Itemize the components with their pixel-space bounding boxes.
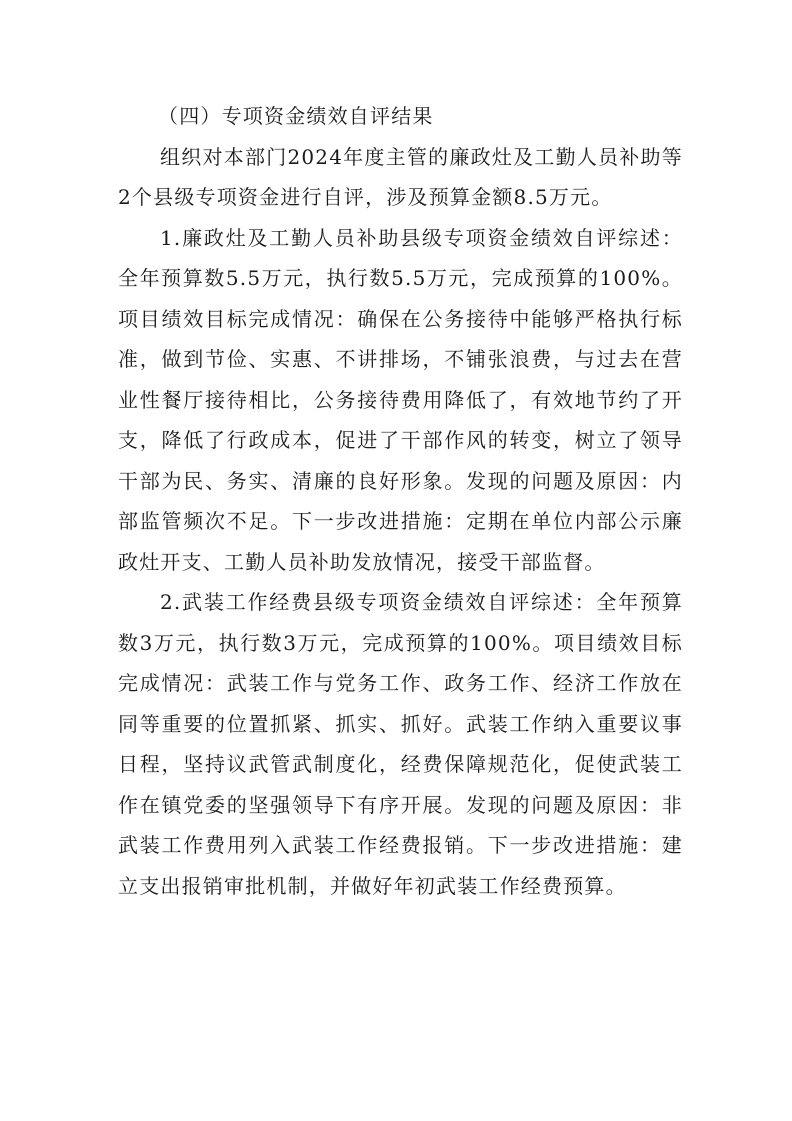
paragraph-item-2: 2.武装工作经费县级专项资金绩效自评综述：全年预算数3万元，执行数3万元，完成预算的100%。项目绩效目标完成情况：武装工作与党务工作、政务工作、经济工作放在同等重要的位置抓紧、抓实、抓好。武装工作纳入重要议事日程，坚持议武管武制度化，经费保障规范化，促使武装工作在镇党委的坚强领导下有序开展。发现的问题及原因：非武装工作费用列入武装工作经费报销。下一步改进措施：建立支出报销审批机制，并做好年初武装工作经费预算。 [118, 590, 683, 898]
paragraph-item-1: 1.廉政灶及工勤人员补助县级专项资金绩效自评综述：全年预算数5.5万元，执行数5.5万元，完成预算的100%。项目绩效目标完成情况：确保在公务接待中能够严格执行标准，做到节俭、实惠、不讲排场，不铺张浪费，与过去在营业性餐厅接待相比，公务接待费用降低了，有效地节约了开支，降低了行政成本，促进了干部作风的转变，树立了领导干部为民、务实、清廉的良好形象。发现的问题及原因：内部监管频次不足。下一步改进措施：定期在单位内部公示廉政灶开支、工勤人员补助发放情况，接受干部监督。 [118, 225, 683, 574]
section-heading: （四）专项资金绩效自评结果 [158, 104, 434, 128]
document-body [118, 96, 683, 906]
paragraph-intro: 组织对本部门2024年度主管的廉政灶及工勤人员补助等2个县级专项资金进行自评，涉及预算金额8.5万元。 [118, 144, 683, 209]
